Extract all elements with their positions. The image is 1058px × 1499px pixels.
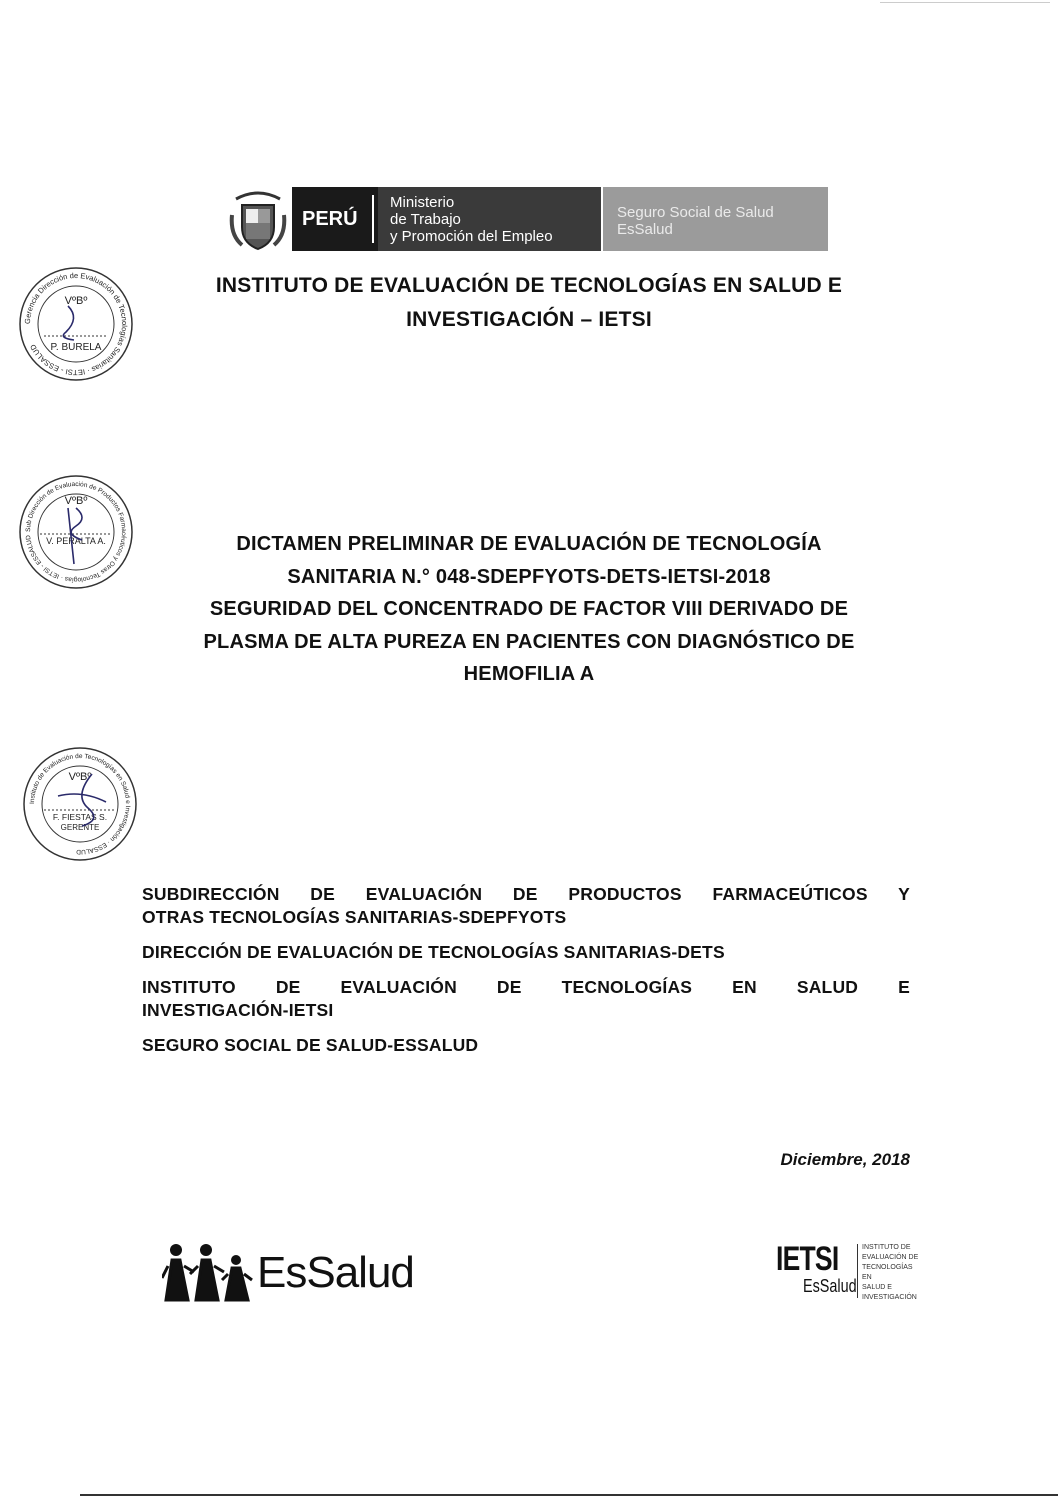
essalud-header-label <box>603 187 828 251</box>
org-subdireccion <box>142 883 910 929</box>
dictamen-line-2: SANITARIA N.° 048-SDEPFYOTS-DETS-IETSI-2018 <box>287 565 771 588</box>
org-instituto-line-1: INSTITUTO DE EVALUACIÓN DE TECNOLOGÍAS EN SALUD E <box>142 977 910 997</box>
essalud-logo <box>162 1242 432 1306</box>
ministry-line-2: de Trabajo <box>390 211 461 228</box>
institute-title-line-2: INVESTIGACIÓN – IETSI <box>406 308 652 331</box>
stamp-3-vobo: VºBº <box>68 771 92 783</box>
ietsi-desc-line-1: INSTITUTO DE <box>862 1244 911 1251</box>
org-instituto-line-2: INVESTIGACIÓN-IETSI <box>142 1000 334 1020</box>
dictamen-title <box>0 528 1058 691</box>
ietsi-divider <box>857 1244 858 1298</box>
stamp-1-ring-text: Gerencia Dirección de Evaluación de Tecnologías Sanitarias · IETSI - ESSALUD <box>22 270 130 378</box>
document-date: Diciembre, 2018 <box>780 1150 910 1169</box>
stamp-1-vobo: VºBº <box>64 295 88 307</box>
ietsi-essalud-sub: EsSalud <box>803 1276 857 1296</box>
dictamen-line-4: PLASMA DE ALTA PUREZA EN PACIENTES CON DIAGNÓSTICO DE <box>203 630 855 653</box>
org-seguro-line: SEGURO SOCIAL DE SALUD-ESSALUD <box>142 1035 479 1055</box>
top-edge-line <box>880 2 1050 3</box>
ietsi-wordmark: IETSI <box>776 1240 839 1278</box>
stamp-2-name: V. PERALTA A. <box>46 536 106 546</box>
organizations-block <box>142 883 910 1069</box>
svg-text:Instituto de Evaluación de Tec <box>29 753 131 855</box>
stamp-3-name: F. FIESTAS S. <box>52 812 108 822</box>
dictamen-line-3: SEGURIDAD DEL CONCENTRADO DE FACTOR VIII DERIVADO DE <box>209 598 849 620</box>
ministry-line-3: y Promoción del Empleo <box>390 228 553 245</box>
stamp-3-ring-text: Instituto de Evaluación de Tecnologías en Salud e Investigación · ESSALUD <box>28 752 132 856</box>
essalud-header-line-2: EsSalud <box>617 221 673 238</box>
org-subdireccion-line-1: SUBDIRECCIÓN DE EVALUACIÓN DE PRODUCTOS FARMACEÚTICOS Y <box>142 884 910 904</box>
dictamen-line-5: HEMOFILIA A <box>463 663 595 685</box>
org-seguro <box>142 1034 910 1057</box>
stamp-2-ring-text: Sub Dirección de Evaluación de Productos Farmacéuticos y Otras Tecnologías · IETSI - ESSALUD <box>24 480 128 584</box>
svg-text:Gerencia Dirección de Evaluaci <box>23 271 129 377</box>
institute-title-line-1: INSTITUTO DE EVALUACIÓN DE TECNOLOGÍAS EN SALUD E <box>215 274 843 297</box>
org-direccion <box>142 941 910 964</box>
coat-of-arms-icon <box>228 185 288 253</box>
approval-stamp-fiestas <box>22 746 138 862</box>
org-direccion-line: DIRECCIÓN DE EVALUACIÓN DE TECNOLOGÍAS SANITARIAS-DETS <box>142 942 725 962</box>
institute-title <box>0 269 1058 337</box>
ietsi-desc-line-3: TECNOLOGÍAS EN <box>862 1264 913 1281</box>
org-subdireccion-line-2: OTRAS TECNOLOGÍAS SANITARIAS-SDEPFYOTS <box>142 907 567 927</box>
essalud-wordmark: EsSalud <box>257 1248 414 1297</box>
dictamen-line-1: DICTAMEN PRELIMINAR DE EVALUACIÓN DE TECNOLOGÍA <box>236 533 822 555</box>
ietsi-description <box>862 1243 922 1303</box>
peru-divider <box>372 195 374 243</box>
family-figures-icon <box>162 1242 254 1304</box>
signature-1-icon <box>63 306 74 340</box>
stamp-1-name: P. BURELA <box>50 342 102 353</box>
bottom-edge-line <box>80 1494 1058 1496</box>
peru-label: PERÚ <box>292 187 378 251</box>
essalud-header-line-1: Seguro Social de Salud <box>617 204 774 221</box>
header-banner <box>228 185 828 253</box>
ietsi-desc-line-2: EVALUACIÓN DE <box>862 1254 919 1261</box>
ietsi-desc-line-4: SALUD E <box>862 1284 892 1291</box>
ietsi-logo <box>776 1240 926 1302</box>
ministry-line-1: Ministerio <box>390 194 455 211</box>
stamp-2-vobo: VºBº <box>64 495 88 507</box>
approval-stamp-burela <box>18 266 134 382</box>
ministry-label <box>378 187 601 251</box>
ietsi-desc-line-5: INVESTIGACIÓN <box>862 1294 917 1301</box>
org-instituto <box>142 976 910 1022</box>
stamp-3-role: GERENTE <box>60 823 100 832</box>
